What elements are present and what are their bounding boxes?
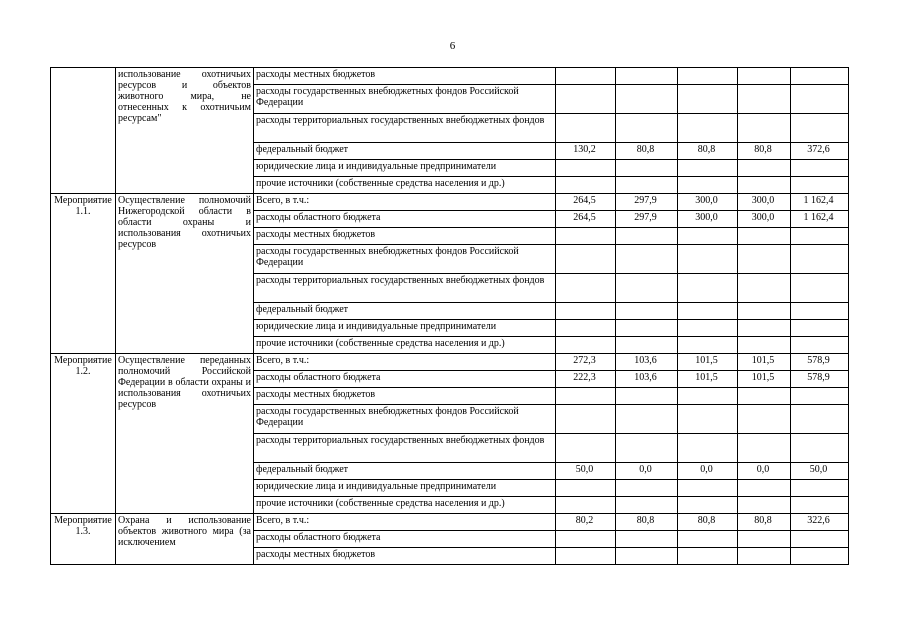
value-cell (791, 160, 849, 177)
funding-source: Всего, в т.ч.: (254, 354, 556, 371)
value-cell (678, 337, 738, 354)
value-cell (678, 160, 738, 177)
value-cell (738, 405, 791, 434)
value-cell (791, 245, 849, 274)
value-cell (556, 405, 616, 434)
table-row (51, 354, 849, 371)
value-cell (791, 548, 849, 565)
value-cell: 0,0 (616, 463, 678, 480)
value-cell: 80,8 (678, 143, 738, 160)
value-cell: 80,8 (738, 514, 791, 531)
value-cell (616, 114, 678, 143)
value-cell (738, 531, 791, 548)
value-cell (791, 114, 849, 143)
value-cell (738, 497, 791, 514)
value-cell: 50,0 (791, 463, 849, 480)
value-cell: 0,0 (678, 463, 738, 480)
value-cell (616, 405, 678, 434)
value-cell (791, 303, 849, 320)
value-cell (678, 114, 738, 143)
page-number: 6 (449, 40, 456, 52)
value-cell (791, 320, 849, 337)
value-cell (738, 388, 791, 405)
value-cell (791, 68, 849, 85)
value-cell: 300,0 (678, 211, 738, 228)
funding-source: прочие источники (собственные средства населения и др.) (254, 497, 556, 514)
value-cell (678, 245, 738, 274)
funding-source: расходы территориальных государственных внебюджетных фондов (254, 274, 556, 303)
value-cell: 50,0 (556, 463, 616, 480)
funding-source: расходы местных бюджетов (254, 228, 556, 245)
funding-source: расходы территориальных государственных внебюджетных фондов (254, 114, 556, 143)
value-cell (556, 177, 616, 194)
funding-source: расходы местных бюджетов (254, 548, 556, 565)
value-cell (678, 303, 738, 320)
value-cell: 264,5 (556, 194, 616, 211)
funding-source: федеральный бюджет (254, 303, 556, 320)
value-cell (678, 68, 738, 85)
value-cell (791, 337, 849, 354)
value-cell: 101,5 (678, 354, 738, 371)
value-cell (678, 405, 738, 434)
funding-source: расходы областного бюджета (254, 371, 556, 388)
value-cell (738, 480, 791, 497)
value-cell (791, 274, 849, 303)
value-cell (616, 274, 678, 303)
measure-label: Мероприятие 1.3. (51, 514, 116, 565)
value-cell (738, 160, 791, 177)
value-cell: 103,6 (616, 354, 678, 371)
funding-source: расходы государственных внебюджетных фондов Российской Федерации (254, 245, 556, 274)
value-cell (738, 245, 791, 274)
value-cell (738, 85, 791, 114)
funding-source: расходы областного бюджета (254, 531, 556, 548)
value-cell (791, 177, 849, 194)
funding-source: федеральный бюджет (254, 143, 556, 160)
value-cell: 80,8 (616, 143, 678, 160)
value-cell: 80,8 (678, 514, 738, 531)
budget-table-body (51, 68, 849, 565)
value-cell (616, 480, 678, 497)
value-cell (738, 274, 791, 303)
funding-source: расходы территориальных государственных внебюджетных фондов (254, 434, 556, 463)
funding-source: расходы местных бюджетов (254, 68, 556, 85)
value-cell: 1 162,4 (791, 194, 849, 211)
value-cell (616, 303, 678, 320)
value-cell (738, 337, 791, 354)
funding-source: расходы государственных внебюджетных фондов Российской Федерации (254, 85, 556, 114)
value-cell (556, 85, 616, 114)
value-cell: 272,3 (556, 354, 616, 371)
measure-label: Мероприятие 1.2. (51, 354, 116, 514)
value-cell (791, 388, 849, 405)
value-cell (738, 303, 791, 320)
value-cell: 101,5 (738, 354, 791, 371)
funding-source: юридические лица и индивидуальные предприниматели (254, 480, 556, 497)
value-cell (616, 497, 678, 514)
value-cell (678, 85, 738, 114)
table-row (51, 514, 849, 531)
value-cell (678, 320, 738, 337)
value-cell (616, 337, 678, 354)
value-cell: 578,9 (791, 354, 849, 371)
value-cell (556, 497, 616, 514)
value-cell (738, 68, 791, 85)
value-cell: 372,6 (791, 143, 849, 160)
value-cell: 264,5 (556, 211, 616, 228)
value-cell (738, 177, 791, 194)
funding-source: Всего, в т.ч.: (254, 194, 556, 211)
value-cell (556, 388, 616, 405)
value-cell: 103,6 (616, 371, 678, 388)
value-cell (556, 531, 616, 548)
value-cell: 300,0 (678, 194, 738, 211)
value-cell (556, 160, 616, 177)
value-cell (616, 245, 678, 274)
measure-label (51, 68, 116, 194)
value-cell: 222,3 (556, 371, 616, 388)
value-cell (791, 85, 849, 114)
value-cell (556, 548, 616, 565)
value-cell: 0,0 (738, 463, 791, 480)
value-cell: 130,2 (556, 143, 616, 160)
measure-description: Осуществление полномочий Нижегородской области в области охраны и использования охотничьих ресурсов (116, 194, 254, 354)
value-cell: 300,0 (738, 194, 791, 211)
value-cell (556, 434, 616, 463)
measure-description: Осуществление переданных полномочий Российской Федерации в области охраны и использования охотничьих ресурсов (116, 354, 254, 514)
value-cell (678, 480, 738, 497)
value-cell: 101,5 (738, 371, 791, 388)
value-cell: 578,9 (791, 371, 849, 388)
value-cell (616, 228, 678, 245)
value-cell (678, 531, 738, 548)
value-cell (791, 531, 849, 548)
value-cell (678, 434, 738, 463)
funding-source: юридические лица и индивидуальные предприниматели (254, 320, 556, 337)
value-cell (738, 434, 791, 463)
value-cell (791, 480, 849, 497)
value-cell: 1 162,4 (791, 211, 849, 228)
value-cell (616, 177, 678, 194)
value-cell (791, 434, 849, 463)
value-cell: 297,9 (616, 194, 678, 211)
value-cell (678, 497, 738, 514)
value-cell (556, 114, 616, 143)
value-cell (791, 228, 849, 245)
value-cell: 101,5 (678, 371, 738, 388)
funding-source: Всего, в т.ч.: (254, 514, 556, 531)
measure-description: использование охотничьих ресурсов и объектов животного мира, не отнесенных к охотничьим ресурсам" (116, 68, 254, 194)
value-cell (616, 434, 678, 463)
value-cell (738, 228, 791, 245)
value-cell (616, 68, 678, 85)
value-cell (738, 114, 791, 143)
value-cell (556, 245, 616, 274)
value-cell (678, 548, 738, 565)
budget-table (50, 67, 849, 565)
measure-description: Охрана и использование объектов животного мира (за исключением (116, 514, 254, 565)
funding-source: расходы местных бюджетов (254, 388, 556, 405)
value-cell (791, 497, 849, 514)
funding-source: федеральный бюджет (254, 463, 556, 480)
value-cell: 300,0 (738, 211, 791, 228)
value-cell: 297,9 (616, 211, 678, 228)
funding-source: расходы областного бюджета (254, 211, 556, 228)
value-cell (616, 320, 678, 337)
funding-source: прочие источники (собственные средства населения и др.) (254, 337, 556, 354)
funding-source: расходы государственных внебюджетных фондов Российской Федерации (254, 405, 556, 434)
value-cell (738, 320, 791, 337)
value-cell (556, 228, 616, 245)
value-cell (678, 228, 738, 245)
value-cell: 80,2 (556, 514, 616, 531)
value-cell (791, 405, 849, 434)
value-cell: 80,8 (616, 514, 678, 531)
funding-source: юридические лица и индивидуальные предприниматели (254, 160, 556, 177)
value-cell (616, 85, 678, 114)
value-cell (556, 337, 616, 354)
value-cell (678, 388, 738, 405)
value-cell (556, 68, 616, 85)
value-cell (616, 160, 678, 177)
value-cell: 80,8 (738, 143, 791, 160)
value-cell (616, 548, 678, 565)
measure-label: Мероприятие 1.1. (51, 194, 116, 354)
value-cell (556, 320, 616, 337)
value-cell: 322,6 (791, 514, 849, 531)
value-cell (616, 388, 678, 405)
value-cell (678, 177, 738, 194)
table-row (51, 68, 849, 85)
value-cell (616, 531, 678, 548)
value-cell (678, 274, 738, 303)
value-cell (556, 480, 616, 497)
value-cell (556, 303, 616, 320)
funding-source: прочие источники (собственные средства населения и др.) (254, 177, 556, 194)
value-cell (556, 274, 616, 303)
value-cell (738, 548, 791, 565)
table-row (51, 194, 849, 211)
